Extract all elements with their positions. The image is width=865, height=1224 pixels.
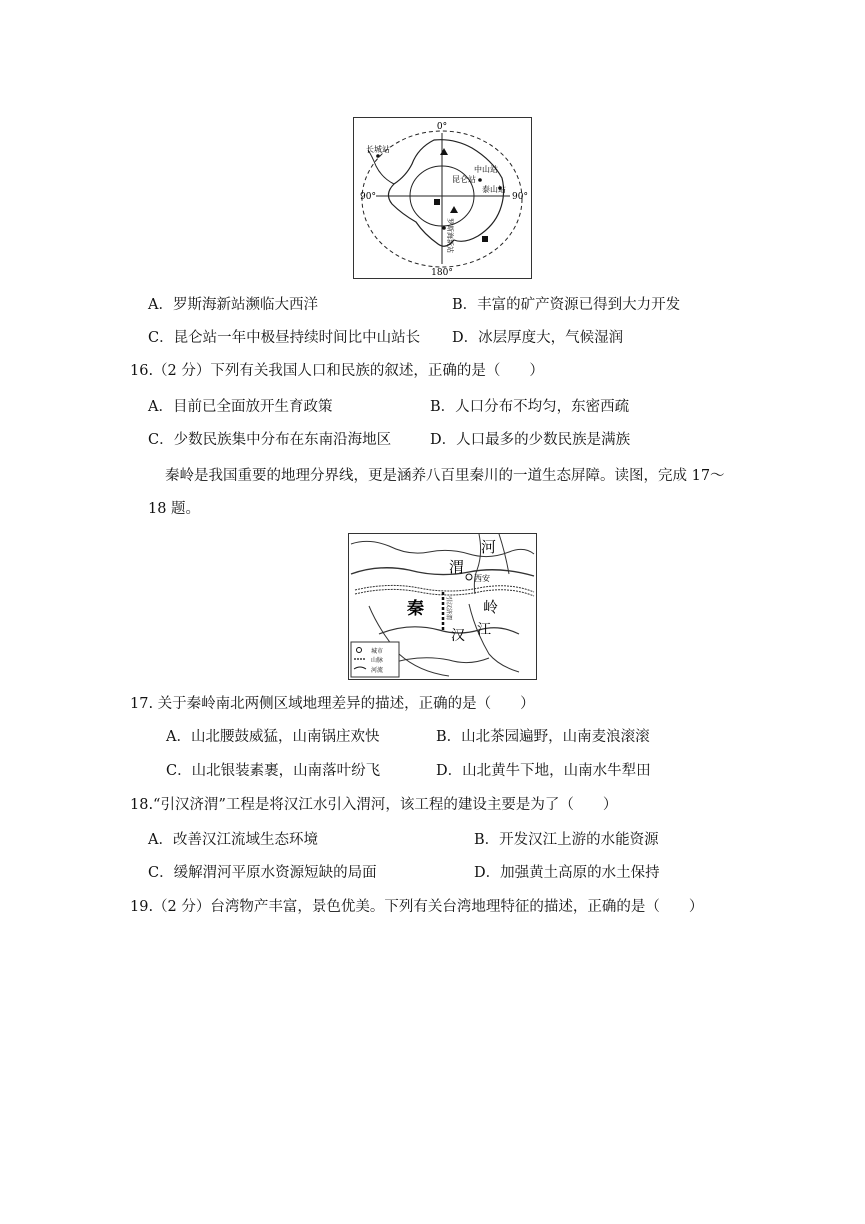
q17-option-c: C．山北银装素裹，山南落叶纷飞 — [166, 763, 381, 779]
label-yinhan: 引汉济渭 — [445, 596, 452, 621]
label-qin: 秦 — [407, 599, 424, 619]
square-marker-east — [482, 236, 488, 242]
q15-option-d: D．冰层厚度大，气候湿润 — [452, 330, 624, 346]
label-he: 河 — [481, 538, 497, 556]
label-han: 汉 — [451, 628, 465, 644]
map-label-90e: 90° — [512, 192, 528, 202]
qinling-map — [349, 534, 536, 679]
q18-option-c: C．缓解渭河平原水资源短缺的局面 — [148, 865, 377, 881]
label-ling: 岭 — [483, 598, 499, 616]
station-rossea: 罗斯海新站 — [446, 218, 454, 253]
legend-river: 河流 — [371, 667, 384, 674]
antarctica-map-figure — [353, 117, 532, 279]
q17-option-b: B．山北茶园遍野，山南麦浪滚滚 — [436, 729, 650, 745]
label-wei: 渭 — [449, 558, 465, 576]
q17-stem: 17. 关于秦岭南北两侧区域地理差异的描述，正确的是（ ） — [130, 696, 535, 712]
map-label-90w: 90° — [360, 192, 376, 202]
q17-option-a: A．山北腰鼓威猛，山南锅庄欢快 — [166, 729, 380, 745]
triangle-marker-kunlun — [450, 206, 458, 213]
q16-option-b: B．人口分布不均匀，东密西疏 — [430, 399, 630, 415]
q18-option-d: D．加强黄土高原的水土保持 — [474, 865, 660, 881]
station-taishan: 泰山站 — [482, 185, 506, 194]
station-kunlun: 昆仑站 — [452, 175, 476, 184]
q18-stem: 18.“引汉济渭”工程是将汉江水引入渭河，该工程的建设主要是为了（ ） — [130, 797, 618, 813]
triangle-marker-north — [440, 148, 448, 155]
legend-mountain: 山脉 — [371, 657, 384, 664]
q17-option-d: D．山北黄牛下地，山南水牛犁田 — [436, 763, 651, 779]
label-jiang: 江 — [477, 622, 491, 638]
q16-option-d: D．人口最多的少数民族是满族 — [430, 432, 631, 448]
qinling-map-figure — [348, 533, 537, 680]
q18-option-a: A．改善汉江流域生态环境 — [148, 832, 318, 848]
legend-city: 城市 — [371, 648, 384, 655]
q16-option-a: A．目前已全面放开生育政策 — [148, 399, 333, 415]
q19-stem: 19.（2 分）台湾物产丰富，景色优美。下列有关台湾地理特征的描述，正确的是（ ） — [130, 899, 704, 915]
q15-option-a: A．罗斯海新站濒临大西洋 — [148, 297, 318, 313]
q16-stem: 16.（2 分）下列有关我国人口和民族的叙述，正确的是（ ） — [130, 363, 544, 379]
q15-option-c: C．昆仑站一年中极昼持续时间比中山站长 — [148, 330, 421, 346]
q16-option-c: C．少数民族集中分布在东南沿海地区 — [148, 432, 392, 448]
square-marker-center — [434, 199, 440, 205]
q15-option-b: B．丰富的矿产资源已得到大力开发 — [452, 297, 681, 313]
q18-option-b: B．开发汉江上游的水能资源 — [474, 832, 659, 848]
map-label-180deg: 180° — [431, 268, 453, 278]
antarctica-map — [354, 118, 531, 278]
station-zhongshan: 中山站 — [474, 165, 498, 174]
intro-line-2: 18 题。 — [148, 501, 201, 517]
map-label-0deg: 0° — [436, 122, 448, 132]
intro-line-1: 秦岭是我国重要的地理分界线，更是涵养八百里秦川的一道生态屏障。读图，完成 17～ — [165, 468, 725, 484]
label-xian: 西安 — [474, 574, 490, 583]
station-changcheng: 长城站 — [366, 145, 390, 154]
